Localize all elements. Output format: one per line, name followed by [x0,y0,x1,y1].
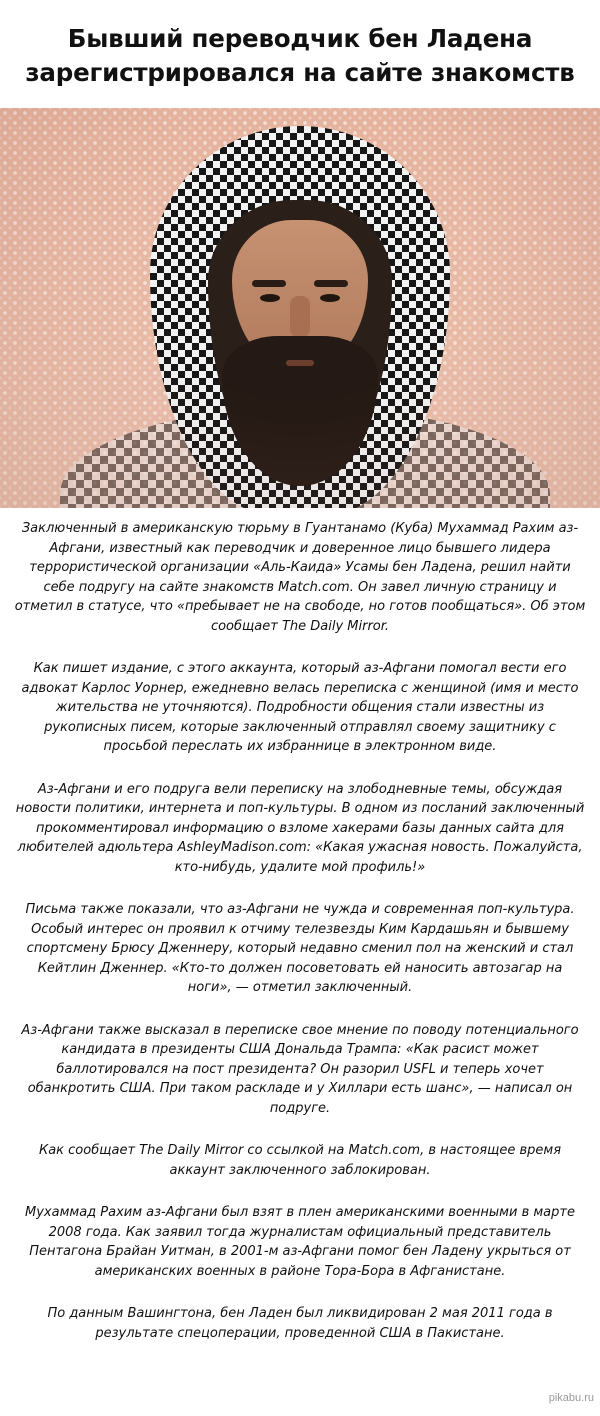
photo-vignette [0,108,600,508]
site-watermark: pikabu.ru [548,1392,594,1404]
paragraph: Аз-Афгани и его подруга вели переписку на злободневные темы, обсуждая новости политики, интернета и поп-культуры. В одном из посланий заключенный прокомментировал информацию о взломе хакерами базы данных сайта для любителей адюльтера AshleyMadison.com: «Какая ужасная новость. Пожалуйста, кто-нибудь, удалите мой профиль!» [15,781,585,875]
headline: Бывший переводчик бен Ладена зарегистрировался на сайте знакомств [25,24,575,87]
paragraph: Аз-Афгани также высказал в переписке свое мнение по поводу потенциального кандидата в президенты США Дональда Трампа: «Как расист может баллотировался на пост президента? Он разорил USFL и теперь хочет обанкротить США. При таком раскладе и у Хиллари есть шанс», — написал он подруге. [21,1022,579,1116]
paragraph: Заключенный в американскую тюрьму в Гуантанамо (Куба) Мухаммад Рахим аз-Афгани, известный как переводчик и доверенное лицо бывшего лидера террористической организации «Аль-Каида» Усамы бен Ладена, решил найти себе подругу на сайте знакомств Match.com. Он завел личную страницу и отметил в статусе, что «пребывает не на свободе, но готов пообщаться». Об этом сообщает The Daily Mirror. [14,521,586,634]
portrait-photo [0,108,600,508]
paragraph: Письма также показали, что аз-Афгани не чужда и современная поп-культура. Особый интерес он проявил к отчиму телезвезды Ким Кардашьян и бывшему спортсмену Брюсу Дженнеру, который недавно сменил пол на женский и стал Кейтлин Дженнер. «Кто-то должен посоветовать ей наносить автозагар на ноги», — отметил заключенный. [25,902,575,995]
paragraph: Как пишет издание, с этого аккаунта, который аз-Афгани помогал вести его адвокат Карлос Уорнер, ежедневно велась переписка с женщиной (имя и место жительства не уточняются). Подробности общения стали известны из рукописных писем, которые заключенный отправлял своему защитнику с просьбой переслать их избраннице в электронном виде. [21,661,579,754]
paragraph: По данным Вашингтона, бен Ладен был ликвидирован 2 мая 2011 года в результате спецоперации, проведенной США в Пакистане. [47,1306,553,1341]
article-body [14,519,586,1366]
paragraph: Мухаммад Рахим аз-Афгани был взят в плен американскими военными в марте 2008 года. Как заявил тогда журналистам официальный представитель Пентагона Брайан Уитман, в 2001-м аз-Афгани помог бен Ладену укрыться от американских военных в районе Тора-Бора в Афганистане. [25,1205,575,1279]
paragraph: Как сообщает The Daily Mirror со ссылкой на Match.com, в настоящее время аккаунт заключенного заблокирован. [38,1143,562,1178]
